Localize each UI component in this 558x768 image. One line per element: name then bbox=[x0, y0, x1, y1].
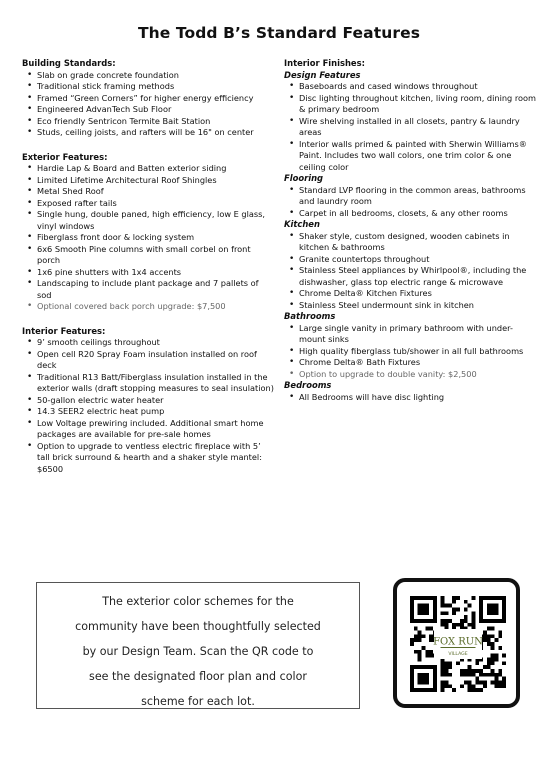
list-item: • Framed “Green Corners” for higher energy efficiency bbox=[22, 93, 274, 105]
list-item: • Open cell R20 Spray Foam insulation installed on roof deck bbox=[22, 349, 274, 372]
color-scheme-notice bbox=[36, 582, 360, 709]
kitchen-heading: Kitchen bbox=[284, 219, 320, 229]
list-item: • Chrome Delta® Bath Fixtures bbox=[284, 357, 538, 369]
building-standards-list bbox=[22, 70, 274, 139]
right-column bbox=[284, 58, 538, 403]
list-item: • Low Voltage prewiring included. Additional smart home packages are available for pre-sale homes bbox=[22, 418, 274, 441]
qr-logo-text: FOX RUN bbox=[433, 636, 483, 648]
design-features-list bbox=[284, 81, 538, 173]
qr-code-frame bbox=[393, 578, 520, 708]
list-item: • Carpet in all bedrooms, closets, & any other rooms bbox=[284, 208, 538, 220]
bathrooms-heading: Bathrooms bbox=[284, 311, 336, 321]
exterior-features-heading: Exterior Features: bbox=[22, 151, 108, 162]
flooring-heading: Flooring bbox=[284, 173, 324, 183]
list-item: • Metal Shed Roof bbox=[22, 186, 274, 198]
list-item: • 14.3 SEER2 electric heat pump bbox=[22, 406, 274, 418]
interior-features-heading: Interior Features: bbox=[22, 325, 106, 336]
notice-line: community have been thoughtfully selected bbox=[75, 620, 321, 633]
list-item: • 6x6 Smooth Pine columns with small corbel on front porch bbox=[22, 244, 274, 267]
qr-code-icon[interactable] bbox=[410, 594, 506, 694]
left-column bbox=[22, 58, 274, 475]
notice-line: scheme for each lot. bbox=[141, 695, 255, 708]
qr-logo-subtext: VILLAGE bbox=[448, 651, 468, 657]
list-item: • Engineered AdvanTech Sub Floor bbox=[22, 104, 274, 116]
interior-features-list bbox=[22, 337, 274, 475]
list-item: • Limited Lifetime Architectural Roof Shingles bbox=[22, 175, 274, 187]
list-item: • Traditional stick framing methods bbox=[22, 81, 274, 93]
notice-line: by our Design Team. Scan the QR code to bbox=[82, 645, 314, 658]
list-item: • Interior walls primed & painted with Sherwin Williams® Paint. Includes two wall colors, one trim color & one ceiling color bbox=[284, 139, 538, 174]
list-item: • Hardie Lap & Board and Batten exterior siding bbox=[22, 163, 274, 175]
list-item: • Stainless Steel undermount sink in kitchen bbox=[284, 300, 538, 312]
list-item: • 50-gallon electric water heater bbox=[22, 395, 274, 407]
list-item: • Large single vanity in primary bathroom with under-mount sinks bbox=[284, 323, 538, 346]
notice-line: see the designated floor plan and color bbox=[89, 670, 307, 683]
upgrade-option: • Optional covered back porch upgrade: $7,500 bbox=[22, 301, 274, 313]
bedrooms-heading: Bedrooms bbox=[284, 380, 332, 390]
bedrooms-list bbox=[284, 392, 538, 404]
design-features-heading: Design Features bbox=[284, 69, 361, 80]
list-item: • Stainless Steel appliances by Whirlpool®, including the dishwasher, glass top electric range & microwave bbox=[284, 265, 538, 288]
list-item: • High quality fiberglass tub/shower in all full bathrooms bbox=[284, 346, 538, 358]
list-item: • Slab on grade concrete foundation bbox=[22, 70, 274, 82]
list-item: • Granite countertops throughout bbox=[284, 254, 538, 266]
page-title: The Todd B’s Standard Features bbox=[137, 24, 421, 42]
list-item: • Landscaping to include plant package and 7 pallets of sod bbox=[22, 278, 274, 301]
exterior-features-list bbox=[22, 163, 274, 313]
list-item: • Shaker style, custom designed, wooden cabinets in kitchen & bathrooms bbox=[284, 231, 538, 254]
list-item: • All Bedrooms will have disc lighting bbox=[284, 392, 538, 404]
building-standards-heading: Building Standards: bbox=[22, 58, 116, 68]
list-item: • Eco friendly Sentricon Termite Bait Station bbox=[22, 116, 274, 128]
upgrade-option: • Option to upgrade to double vanity: $2,500 bbox=[284, 369, 538, 381]
interior-finishes-heading: Interior Finishes: bbox=[284, 58, 365, 68]
notice-line: The exterior color schemes for the bbox=[102, 595, 294, 608]
list-item: • Disc lighting throughout kitchen, living room, dining room & primary bedroom bbox=[284, 93, 538, 116]
list-item: • Fiberglass front door & locking system bbox=[22, 232, 274, 244]
bathrooms-list bbox=[284, 323, 538, 381]
list-item: • 9’ smooth ceilings throughout bbox=[22, 337, 274, 349]
list-item: • Standard LVP flooring in the common areas, bathrooms and laundry room bbox=[284, 185, 538, 208]
list-item: • Wire shelving installed in all closets, pantry & laundry areas bbox=[284, 116, 538, 139]
list-item: • Exposed rafter tails bbox=[22, 198, 274, 210]
list-item: • Single hung, double paned, high efficiency, low E glass, vinyl windows bbox=[22, 209, 274, 232]
kitchen-list bbox=[284, 231, 538, 312]
list-item: • Baseboards and cased windows throughout bbox=[284, 81, 538, 93]
list-item: • Studs, ceiling joists, and rafters will be 16" on center bbox=[22, 127, 274, 139]
flooring-list bbox=[284, 185, 538, 220]
list-item: • Chrome Delta® Kitchen Fixtures bbox=[284, 288, 538, 300]
list-item: • 1x6 pine shutters with 1x4 accents bbox=[22, 267, 274, 279]
list-item: • Traditional R13 Batt/Fiberglass insulation installed in the exterior walls (draft stopping measures to seal insulation) bbox=[22, 372, 274, 395]
list-item: • Option to upgrade to ventless electric fireplace with 5’ tall brick surround & hearth and a shaker style mantel: $6500 bbox=[22, 441, 274, 476]
